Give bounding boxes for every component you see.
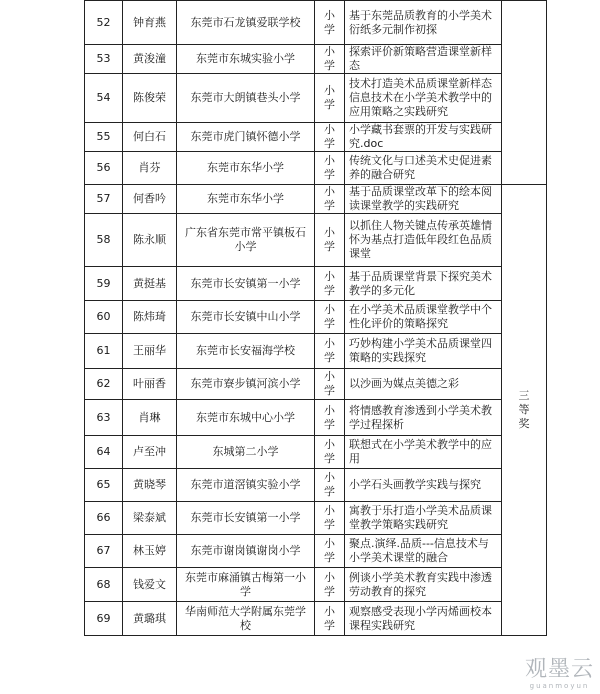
table-row [85, 301, 547, 334]
row-title: 技术打造美术品质课堂新样态信息技术在小学美术教学中的应用策略之实践研究 [345, 74, 502, 123]
row-level: 小学 [315, 301, 345, 334]
row-name: 黄璐琪 [123, 602, 177, 636]
row-school: 东城第二小学 [177, 436, 315, 469]
table-row [85, 535, 547, 568]
row-number: 52 [85, 1, 123, 45]
row-number: 64 [85, 436, 123, 469]
row-number: 54 [85, 74, 123, 123]
row-name: 梁泰斌 [123, 502, 177, 535]
table-row [85, 436, 547, 469]
row-school: 东莞市东华小学 [177, 152, 315, 185]
row-number: 61 [85, 334, 123, 369]
row-school: 广东省东莞市常平镇板石小学 [177, 214, 315, 267]
row-name: 肖芬 [123, 152, 177, 185]
row-school: 东莞市东城实验小学 [177, 45, 315, 74]
row-school: 东莞市虎门镇怀德小学 [177, 123, 315, 152]
row-number: 63 [85, 400, 123, 436]
row-school: 东莞市长安镇第一小学 [177, 267, 315, 301]
table-row [85, 369, 547, 400]
row-title: 基于品质课堂背景下探究美术教学的多元化 [345, 267, 502, 301]
row-level: 小学 [315, 469, 345, 502]
row-level: 小学 [315, 1, 345, 45]
row-school: 东莞市寮步镇河滨小学 [177, 369, 315, 400]
row-level: 小学 [315, 334, 345, 369]
row-title: 将情感教育渗透到小学美术教学过程探析 [345, 400, 502, 436]
watermark-sub: guanmoyun [529, 682, 590, 690]
award-table-body [85, 1, 547, 636]
row-title: 小学藏书套票的开发与实践研究.doc [345, 123, 502, 152]
row-title: 聚点.演绎.品质---信息技术与小学美术课堂的融合 [345, 535, 502, 568]
row-number: 59 [85, 267, 123, 301]
table-row [85, 602, 547, 636]
table-row [85, 152, 547, 185]
table-row [85, 214, 547, 267]
row-name: 陈俊荣 [123, 74, 177, 123]
row-name: 黄浚潼 [123, 45, 177, 74]
table-row [85, 502, 547, 535]
row-name: 陈永顺 [123, 214, 177, 267]
row-level: 小学 [315, 502, 345, 535]
table-row [85, 74, 547, 123]
row-name: 何白石 [123, 123, 177, 152]
row-level: 小学 [315, 123, 345, 152]
row-title: 小学石头画教学实践与探究 [345, 469, 502, 502]
table-row [85, 45, 547, 74]
table-row [85, 400, 547, 436]
table-row [85, 469, 547, 502]
row-level: 小学 [315, 74, 345, 123]
row-school: 东莞市麻涌镇古梅第一小学 [177, 568, 315, 602]
row-level: 小学 [315, 568, 345, 602]
row-level: 小学 [315, 436, 345, 469]
prize-cell-third [502, 185, 547, 636]
row-name: 叶丽香 [123, 369, 177, 400]
row-title: 寓教于乐打造小学美术品质课堂教学策略实践研究 [345, 502, 502, 535]
prize-char: 三 [518, 389, 530, 402]
row-number: 65 [85, 469, 123, 502]
table-row [85, 267, 547, 301]
row-title: 在小学美术品质课堂教学中个性化评价的策略探究 [345, 301, 502, 334]
row-number: 57 [85, 185, 123, 214]
row-title: 例谈小学美术教育实践中渗透劳动教育的探究 [345, 568, 502, 602]
row-school: 华南师范大学附属东莞学校 [177, 602, 315, 636]
row-title: 联想式在小学美术教学中的应用 [345, 436, 502, 469]
row-school: 东莞市长安镇中山小学 [177, 301, 315, 334]
award-table [84, 0, 547, 636]
row-school: 东莞市东城中心小学 [177, 400, 315, 436]
watermark [525, 658, 594, 690]
row-number: 58 [85, 214, 123, 267]
row-title: 巧妙构建小学美术品质课堂四策略的实践探究 [345, 334, 502, 369]
row-number: 69 [85, 602, 123, 636]
row-name: 林玉婷 [123, 535, 177, 568]
row-number: 56 [85, 152, 123, 185]
row-level: 小学 [315, 267, 345, 301]
row-school: 东莞市长安镇第一小学 [177, 502, 315, 535]
row-number: 67 [85, 535, 123, 568]
row-name: 钱爱文 [123, 568, 177, 602]
table-row [85, 185, 547, 214]
row-name: 黄晓琴 [123, 469, 177, 502]
row-level: 小学 [315, 602, 345, 636]
row-name: 王丽华 [123, 334, 177, 369]
row-name: 黄挺基 [123, 267, 177, 301]
row-number: 55 [85, 123, 123, 152]
table-row [85, 568, 547, 602]
table-row [85, 334, 547, 369]
row-name: 陈炜琦 [123, 301, 177, 334]
row-level: 小学 [315, 369, 345, 400]
row-school: 东莞市道滘镇实验小学 [177, 469, 315, 502]
row-school: 东莞市大朗镇巷头小学 [177, 74, 315, 123]
row-school: 东莞市东华小学 [177, 185, 315, 214]
table-row [85, 123, 547, 152]
row-title: 以抓住人物关键点传承英雄情怀为基点打造低年段红色品质课堂 [345, 214, 502, 267]
prize-char: 奖 [518, 417, 530, 430]
row-number: 53 [85, 45, 123, 74]
row-title: 基于品质课堂改革下的绘本阅读课堂教学的实践研究 [345, 185, 502, 214]
row-title: 探索评价新策略营造课堂新样态 [345, 45, 502, 74]
row-number: 62 [85, 369, 123, 400]
row-level: 小学 [315, 400, 345, 436]
row-school: 东莞市谢岗镇谢岗小学 [177, 535, 315, 568]
row-level: 小学 [315, 535, 345, 568]
row-name: 何香吟 [123, 185, 177, 214]
row-level: 小学 [315, 185, 345, 214]
prize-cell-previous [502, 1, 547, 185]
row-number: 66 [85, 502, 123, 535]
row-level: 小学 [315, 152, 345, 185]
row-title: 基于东莞品质教育的小学美术衍纸多元制作初探 [345, 1, 502, 45]
row-level: 小学 [315, 214, 345, 267]
row-title: 以沙画为媒点美德之彩 [345, 369, 502, 400]
row-title: 观察感受表现小学丙烯画校本课程实践研究 [345, 602, 502, 636]
prize-char: 等 [518, 403, 530, 416]
table-row [85, 1, 547, 45]
row-school: 东莞市长安福海学校 [177, 334, 315, 369]
row-name: 肖琳 [123, 400, 177, 436]
row-name: 卢至冲 [123, 436, 177, 469]
row-number: 68 [85, 568, 123, 602]
row-number: 60 [85, 301, 123, 334]
row-name: 钟育燕 [123, 1, 177, 45]
row-level: 小学 [315, 45, 345, 74]
row-school: 东莞市石龙镇爱联学校 [177, 1, 315, 45]
row-title: 传统文化与口述美术史促进素养的融合研究 [345, 152, 502, 185]
watermark-main: 观墨云 [524, 657, 594, 682]
